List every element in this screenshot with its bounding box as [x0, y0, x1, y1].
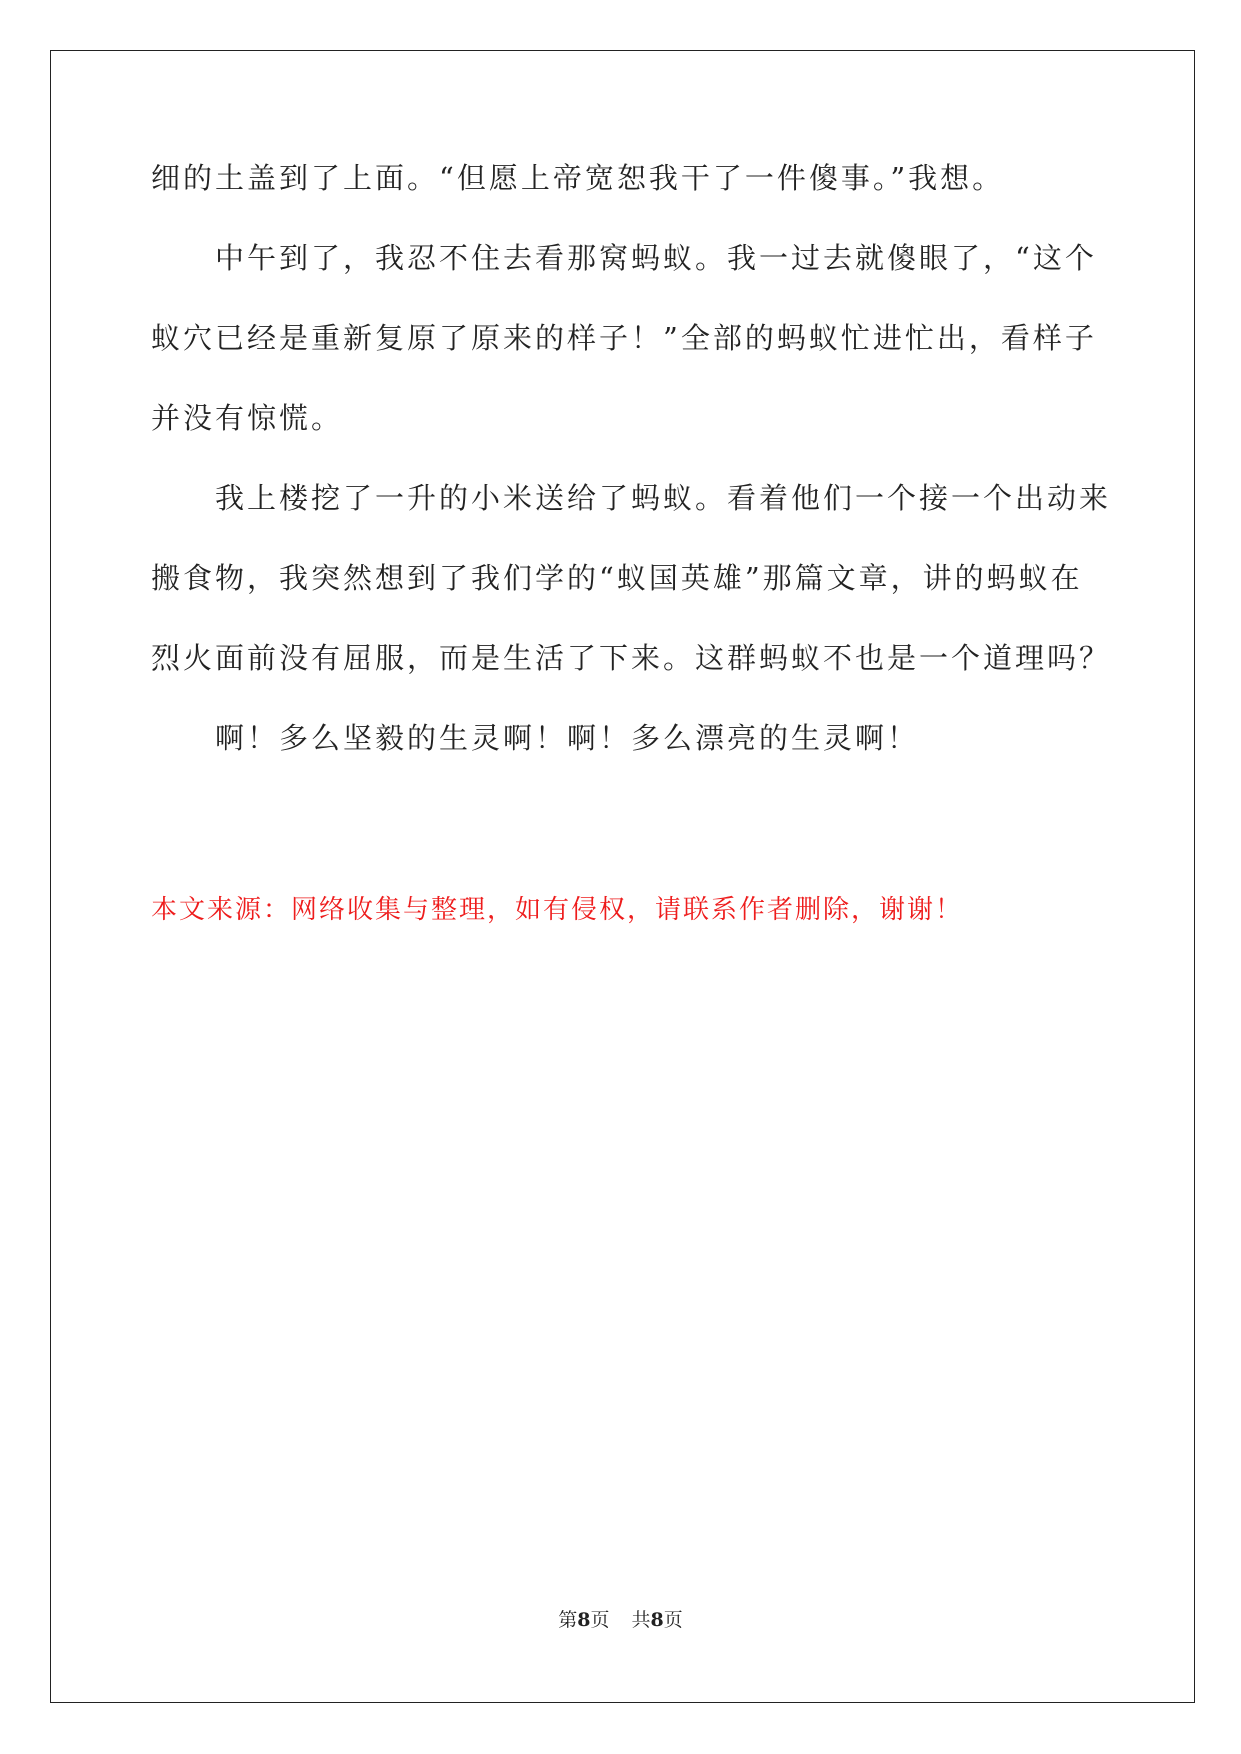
- footer-page-prefix: 第: [558, 1609, 578, 1631]
- body-line-7: 烈火面前没有屈服，而是生活了下来。这群蚂蚁不也是一个道理吗？: [151, 641, 1112, 675]
- footer-total-number: 8: [650, 1609, 664, 1631]
- page-footer: [0, 1608, 1241, 1632]
- source-disclaimer: 本文来源：网络收集与整理，如有侵权，请联系作者删除，谢谢！: [151, 895, 964, 925]
- footer-page-number: 8: [577, 1609, 591, 1631]
- body-line-2: 中午到了，我忍不住去看那窝蚂蚁。我一过去就傻眼了，“这个: [215, 241, 1097, 275]
- page-border: [50, 50, 1195, 1703]
- body-line-8: 啊！多么坚毅的生灵啊！啊！多么漂亮的生灵啊！: [215, 721, 920, 755]
- body-line-6: 搬食物，我突然想到了我们学的“蚁国英雄”那篇文章，讲的蚂蚁在: [151, 561, 1083, 595]
- body-line-4: 并没有惊慌。: [151, 401, 344, 435]
- footer-total-prefix: 共: [631, 1609, 651, 1631]
- footer-page-suffix: 页: [590, 1609, 610, 1631]
- body-line-3: 蚁穴已经是重新复原了原来的样子！”全部的蚂蚁忙进忙出，看样子: [151, 321, 1097, 355]
- footer-total-suffix: 页: [663, 1609, 683, 1631]
- body-line-5: 我上楼挖了一升的小米送给了蚂蚁。看着他们一个接一个出动来: [215, 481, 1112, 515]
- body-line-1: 细的土盖到了上面。“但愿上帝宽恕我干了一件傻事。”我想。: [151, 161, 1005, 195]
